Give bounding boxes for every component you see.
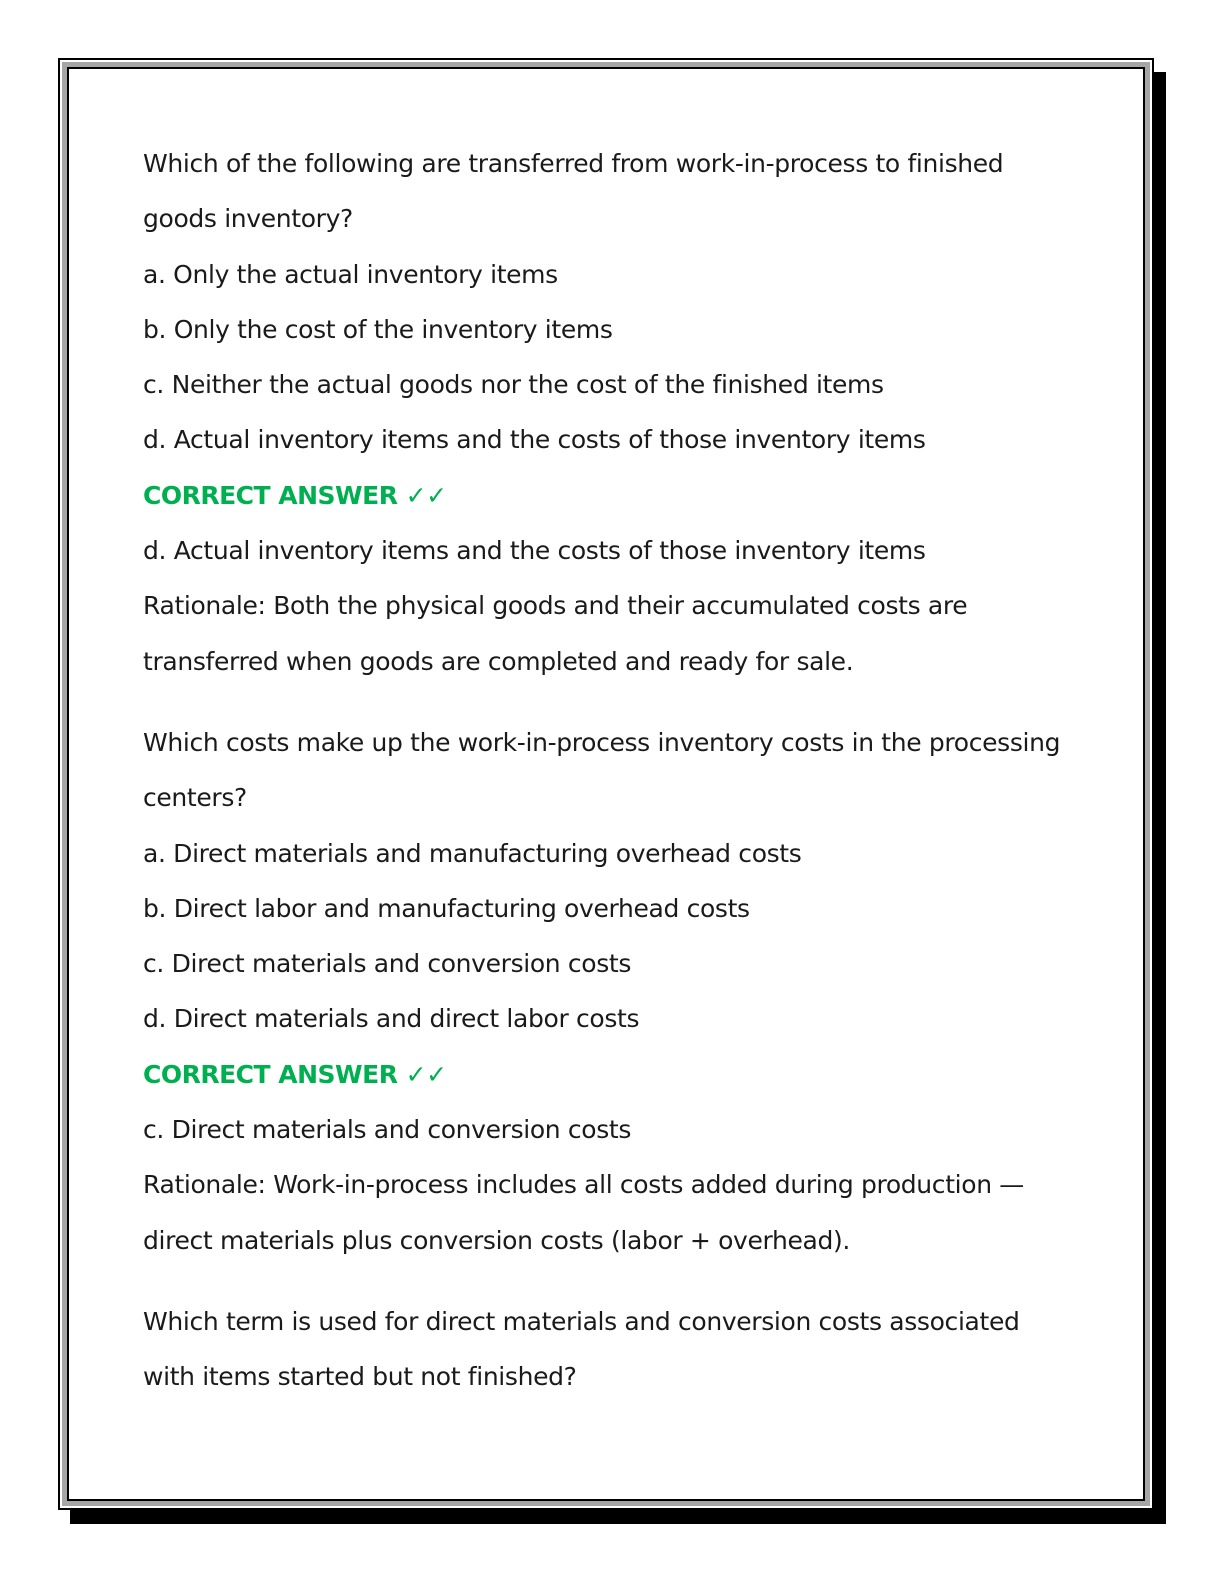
question-1 [143, 136, 1083, 689]
correct-answer-text: d. Actual inventory items and the costs of those inventory items [143, 536, 926, 566]
rationale-line: Rationale: Both the physical goods and their accumulated costs are [143, 591, 968, 621]
question-stem-line: Which costs make up the work-in-process inventory costs in the processing [143, 727, 1061, 757]
answer-option-d: d. Actual inventory items and the costs of those inventory items [143, 425, 926, 455]
question-stem-line: with items started but not finished? [143, 1362, 577, 1392]
correct-answer-label: CORRECT ANSWER ✓✓ [143, 1059, 447, 1089]
question-stem-line: goods inventory? [143, 204, 353, 234]
rationale-line: transferred when goods are completed and ready for sale. [143, 646, 854, 676]
question-stem-line: Which of the following are transferred from work-in-process to finished [143, 149, 1004, 178]
question-stem-line: centers? [143, 783, 247, 813]
answer-option-c: c. Direct materials and conversion costs [143, 949, 632, 979]
answer-option-a: a. Only the actual inventory items [143, 259, 558, 289]
answer-option-b: b. Only the cost of the inventory items [143, 314, 613, 344]
correct-answer-label: CORRECT ANSWER ✓✓ [143, 480, 447, 510]
rationale-line: direct materials plus conversion costs (labor + overhead). [143, 1225, 851, 1255]
answer-option-c: c. Neither the actual goods nor the cost of the finished items [143, 370, 884, 400]
rationale-line: Rationale: Work-in-process includes all costs added during production — [143, 1170, 1024, 1200]
answer-option-a: a. Direct materials and manufacturing overhead costs [143, 838, 802, 868]
question-3 [143, 1294, 1083, 1405]
document-content [143, 136, 1083, 1405]
answer-option-b: b. Direct labor and manufacturing overhead costs [143, 893, 750, 923]
answer-option-d: d. Direct materials and direct labor costs [143, 1004, 640, 1034]
question-stem-line: Which term is used for direct materials and conversion costs associated [143, 1306, 1020, 1336]
question-2 [143, 715, 1083, 1268]
correct-answer-text: c. Direct materials and conversion costs [143, 1115, 632, 1145]
